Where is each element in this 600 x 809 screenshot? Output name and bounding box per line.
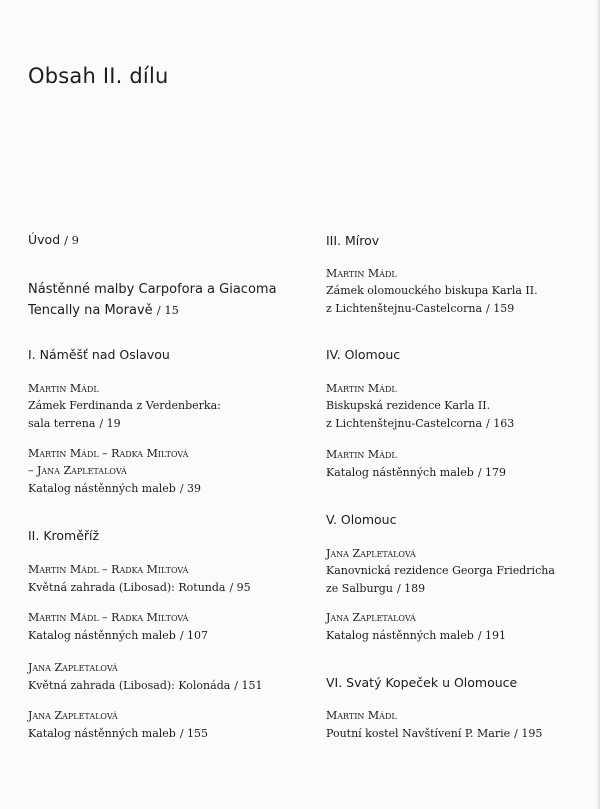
toc-entry[interactable] (326, 380, 514, 432)
entry-title: Katalog nástěnných maleb (28, 629, 176, 642)
toc-entry[interactable] (326, 446, 506, 481)
entry-title-line: z Lichtenštejnu-Castelcorna (326, 417, 482, 430)
entry-author: Jana Zapletalová (28, 709, 118, 722)
page-number: / 163 (486, 417, 515, 430)
entry-title-line: z Lichtenštejnu-Castelcorna (326, 302, 482, 315)
toc-feature[interactable] (28, 280, 277, 321)
page-number: / 19 (99, 417, 121, 430)
section-heading: III. Mírov (326, 233, 380, 248)
entry-author: – Jana Zapletalová (28, 464, 127, 477)
toc-entry[interactable] (28, 561, 251, 596)
page-number: / 9 (64, 233, 79, 247)
entry-title-line: Kanovnická rezidence Georga Friedricha (326, 564, 555, 577)
page-number: / 39 (179, 482, 202, 495)
entry-author: Martin Mádl – Radka Miltová (28, 611, 189, 624)
page-number: / 159 (486, 302, 515, 315)
toc-intro[interactable] (28, 230, 79, 250)
entry-title: Květná zahrada (Libosad): Kolonáda (28, 679, 231, 692)
toc-entry[interactable] (28, 609, 208, 644)
section-heading: IV. Olomouc (326, 347, 401, 362)
entry-title-line: Biskupská rezidence Karla II. (326, 399, 491, 412)
entry-title: Katalog nástěnných maleb (326, 466, 474, 479)
page-number: / 179 (477, 466, 507, 479)
entry-author: Martin Mádl (326, 267, 397, 280)
entry-title: Květná zahrada (Libosad): Rotunda (28, 581, 226, 594)
entry-title: Katalog nástěnných maleb (28, 482, 176, 495)
entry-author: Jana Zapletalová (28, 661, 118, 674)
entry-title: Katalog nástěnných maleb (326, 629, 474, 642)
page-number: / 189 (396, 582, 426, 595)
entry-author: Martin Mádl (326, 382, 397, 395)
toc-entry[interactable] (28, 659, 263, 694)
page-number: / 95 (229, 581, 251, 594)
toc-entry[interactable] (326, 707, 542, 742)
section-heading: V. Olomouc (326, 512, 397, 527)
page-number: / 155 (179, 727, 209, 740)
page-number: / 195 (514, 727, 543, 740)
section-heading: VI. Svatý Kopeček u Olomouce (326, 675, 518, 690)
entry-title: Katalog nástěnných maleb (28, 727, 176, 740)
toc-entry[interactable] (326, 545, 555, 597)
entry-title-line: sala terrena (28, 417, 96, 430)
page-title: Obsah II. dílu (28, 64, 169, 89)
entry-author: Martin Mádl (326, 709, 397, 722)
page-number: / 151 (234, 679, 263, 692)
toc-entry[interactable] (326, 265, 538, 317)
entry-author: Martin Mádl (326, 448, 397, 461)
entry-title-line: Zámek olomouckého biskupa Karla II. (326, 284, 538, 297)
entry-author: Jana Zapletalová (326, 547, 416, 560)
page-number: / 191 (477, 629, 507, 642)
entry-author: Martin Mádl – Radka Miltová (28, 563, 189, 576)
entry-author: Jana Zapletalová (326, 611, 416, 624)
section-heading: I. Náměšť nad Oslavou (28, 347, 170, 362)
page-number: / 107 (179, 629, 209, 642)
feature-title-line: Nástěnné malby Carpofora a Giacoma (28, 282, 277, 297)
section-heading: II. Kroměříž (28, 528, 100, 543)
toc-entry[interactable] (28, 445, 201, 497)
toc-entry[interactable] (326, 609, 506, 644)
feature-title-line: Tencally na Moravě (28, 303, 153, 318)
toc-entry[interactable] (28, 707, 208, 742)
entry-author: Martin Mádl (28, 382, 99, 395)
entry-title-line: ze Salburgu (326, 582, 393, 595)
page-number: / 15 (156, 303, 179, 317)
entry-author: Martin Mádl – Radka Miltová (28, 447, 189, 460)
toc-entry[interactable] (28, 380, 221, 432)
intro-label: Úvod (28, 232, 61, 247)
entry-title: Poutní kostel Navštívení P. Marie (326, 727, 511, 740)
entry-title-line: Zámek Ferdinanda z Verdenberka: (28, 399, 221, 412)
page-edge-shadow (596, 0, 600, 809)
